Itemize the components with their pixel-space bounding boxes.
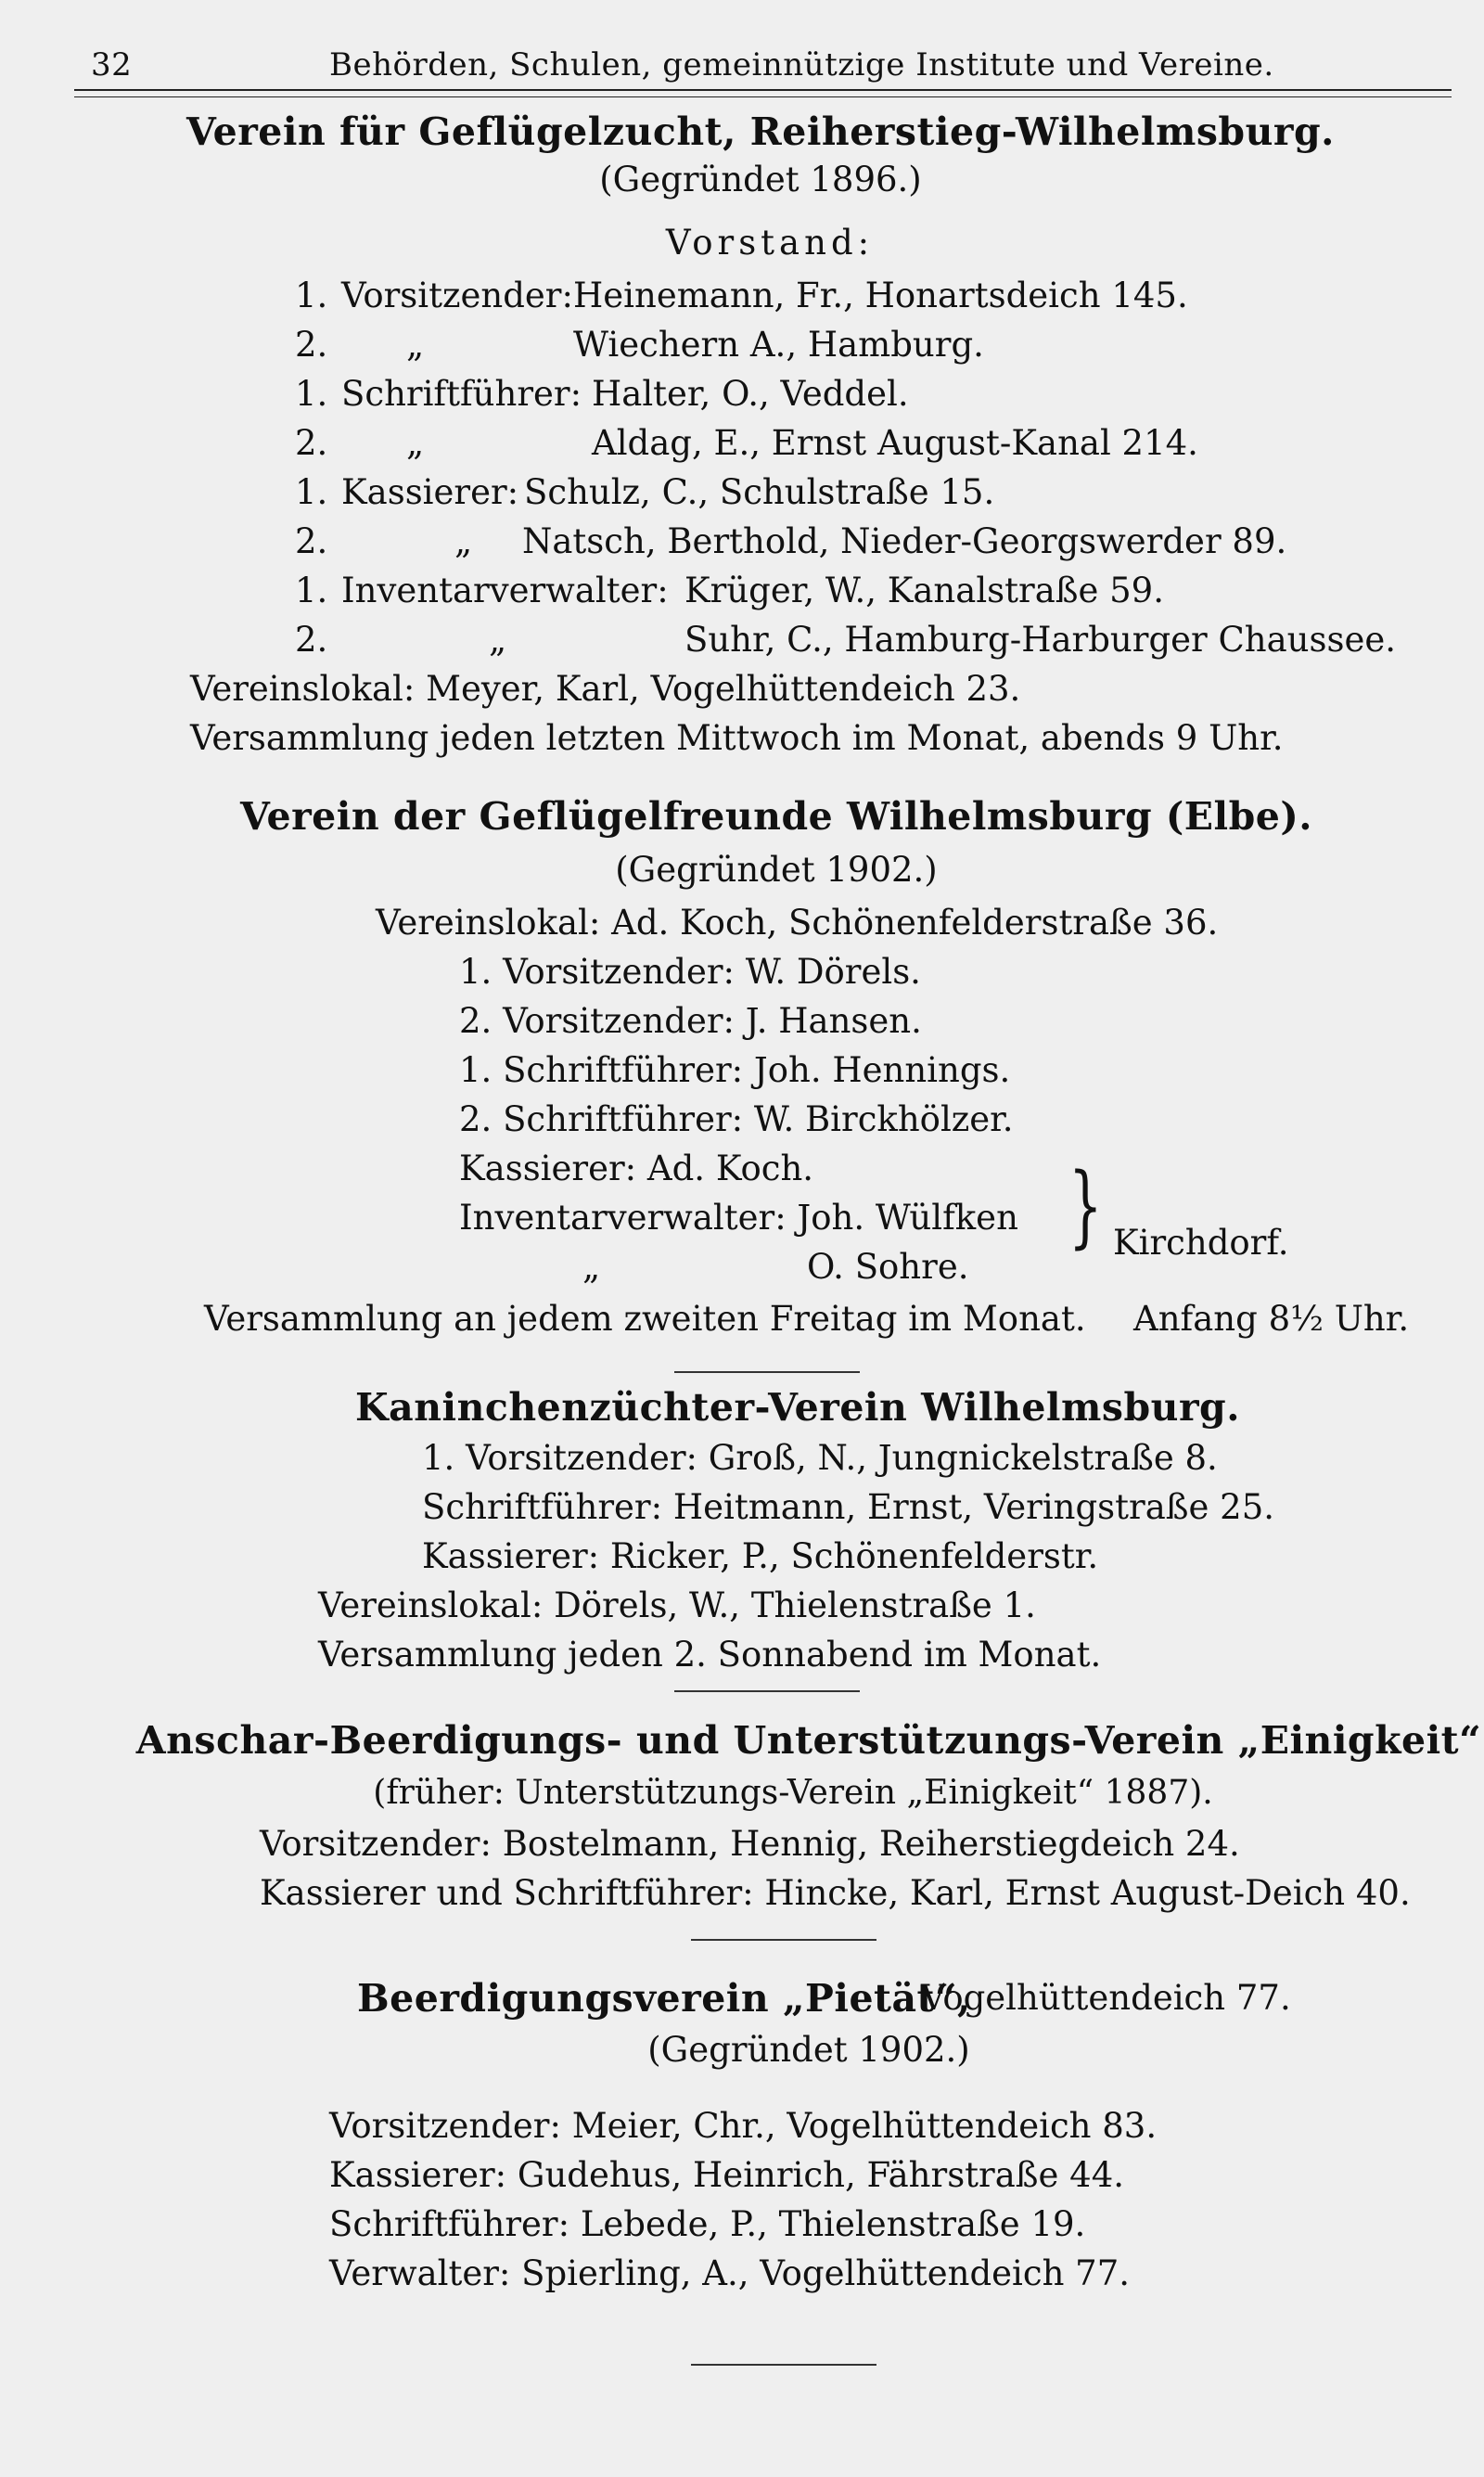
section-title: Kaninchenzüchter-Verein Wilhelmsburg. <box>355 1385 1240 1430</box>
board-role: Schriftführer: <box>341 374 582 414</box>
board-ditto: „ <box>582 1247 601 1287</box>
board-line: 1. Schriftführer: Joh. Hennings. <box>459 1050 1011 1090</box>
section-divider <box>691 1939 876 1941</box>
board-line: Kassierer: Ad. Koch. <box>459 1149 814 1188</box>
board-entry: Schulz, C., Schulstraße 15. <box>524 472 995 512</box>
board-line: Inventarverwalter: Joh. Wülfken <box>459 1198 1018 1238</box>
board-entry: Natsch, Berthold, Nieder-Georgswerder 89. <box>522 521 1287 561</box>
board-number: 1. <box>295 472 328 512</box>
board-line: Vorsitzender: Bostelmann, Hennig, Reiherstiegdeich 24. <box>260 1824 1240 1864</box>
meeting-schedule: Versammlung jeden 2. Sonnabend im Monat. <box>318 1635 1102 1675</box>
section-title: Anschar-Beerdigungs- und Unterstützungs-Verein „Einigkeit“ <box>135 1718 1482 1763</box>
founded-note: (Gegründet 1902.) <box>615 850 938 890</box>
board-entry: Wiechern A., Hamburg. <box>573 325 984 365</box>
board-number: 1. <box>295 374 328 414</box>
club-venue: Vereinslokal: Meyer, Karl, Vogelhüttendeich 23. <box>190 669 1021 709</box>
board-entry: Halter, O., Veddel. <box>592 374 909 414</box>
board-heading: Vorstand: <box>665 223 875 263</box>
board-line: Verwalter: Spierling, A., Vogelhüttendeich 77. <box>329 2253 1131 2293</box>
board-ditto: „ <box>454 521 473 561</box>
header-rule <box>74 89 1452 91</box>
board-line: 2. Schriftführer: W. Birckhölzer. <box>459 1099 1014 1139</box>
board-entry: Suhr, C., Hamburg-Harburger Chaussee. <box>684 620 1397 660</box>
locality-note: Kirchdorf. <box>1113 1223 1289 1263</box>
board-entry: Krüger, W., Kanalstraße 59. <box>684 571 1164 610</box>
running-title: Behörden, Schulen, gemeinnützige Institute und Vereine. <box>329 46 1274 83</box>
board-entry: Aldag, E., Ernst August-Kanal 214. <box>592 423 1198 463</box>
board-role: Kassierer: <box>341 472 519 512</box>
club-venue: Vereinslokal: Dörels, W., Thielenstraße 1. <box>318 1585 1036 1625</box>
board-line: 1. Vorsitzender: Groß, N., Jungnickelstraße 8. <box>422 1438 1218 1478</box>
board-entry: Heinemann, Fr., Honartsdeich 145. <box>573 276 1188 315</box>
section-title: Beerdigungsverein „Pietät“, <box>357 1976 971 2021</box>
meeting-start: Anfang 8½ Uhr. <box>1133 1299 1410 1339</box>
section-divider <box>674 1690 860 1692</box>
board-number: 1. <box>295 276 328 315</box>
club-venue: Vereinslokal: Ad. Koch, Schönenfelderstraße 36. <box>376 903 1219 943</box>
board-number: 2. <box>295 521 328 561</box>
board-line: Kassierer: Gudehus, Heinrich, Fährstraße 44. <box>329 2155 1125 2195</box>
board-number: 1. <box>295 571 328 610</box>
founded-note: (Gegründet 1902.) <box>647 2030 970 2070</box>
board-number: 2. <box>295 423 328 463</box>
board-ditto: „ <box>406 325 425 365</box>
section-divider <box>674 1371 860 1373</box>
board-line: Kassierer: Ricker, P., Schönenfelderstr. <box>422 1536 1099 1576</box>
section-divider <box>691 2364 876 2366</box>
section-title: Verein der Geflügelfreunde Wilhelmsburg (Elbe). <box>239 794 1313 839</box>
board-line: 1. Vorsitzender: W. Dörels. <box>459 952 921 992</box>
section-subtitle: (früher: Unterstützungs-Verein „Einigkeit“ 1887). <box>373 1774 1213 1812</box>
board-line: Vorsitzender: Meier, Chr., Vogelhüttendeich 83. <box>329 2106 1158 2146</box>
board-line: Kassierer und Schriftführer: Hincke, Karl, Ernst August-Deich 40. <box>260 1873 1411 1913</box>
brace-glyph: } <box>1068 1154 1103 1258</box>
board-number: 2. <box>295 620 328 660</box>
board-line: Schriftführer: Heitmann, Ernst, Veringstraße 25. <box>422 1487 1275 1527</box>
board-role: Vorsitzender: <box>341 276 573 315</box>
board-number: 2. <box>295 325 328 365</box>
founded-note: (Gegründet 1896.) <box>599 160 922 199</box>
board-line: Schriftführer: Lebede, P., Thielenstraße 19. <box>329 2204 1086 2244</box>
meeting-schedule: Versammlung an jedem zweiten Freitag im Monat. <box>204 1299 1086 1339</box>
page-number: 32 <box>91 46 133 83</box>
board-entry: O. Sohre. <box>807 1247 969 1287</box>
board-role: Inventarverwalter: <box>341 571 669 610</box>
section-title: Verein für Geflügelzucht, Reiherstieg-Wilhelmsburg. <box>186 109 1335 154</box>
board-ditto: „ <box>406 423 425 463</box>
meeting-schedule: Versammlung jeden letzten Mittwoch im Monat, abends 9 Uhr. <box>190 718 1284 758</box>
title-address: Vogelhüttendeich 77. <box>921 1978 1291 2018</box>
board-line: 2. Vorsitzender: J. Hansen. <box>459 1001 922 1041</box>
board-ditto: „ <box>489 620 507 660</box>
header-rule-thin <box>74 96 1452 97</box>
